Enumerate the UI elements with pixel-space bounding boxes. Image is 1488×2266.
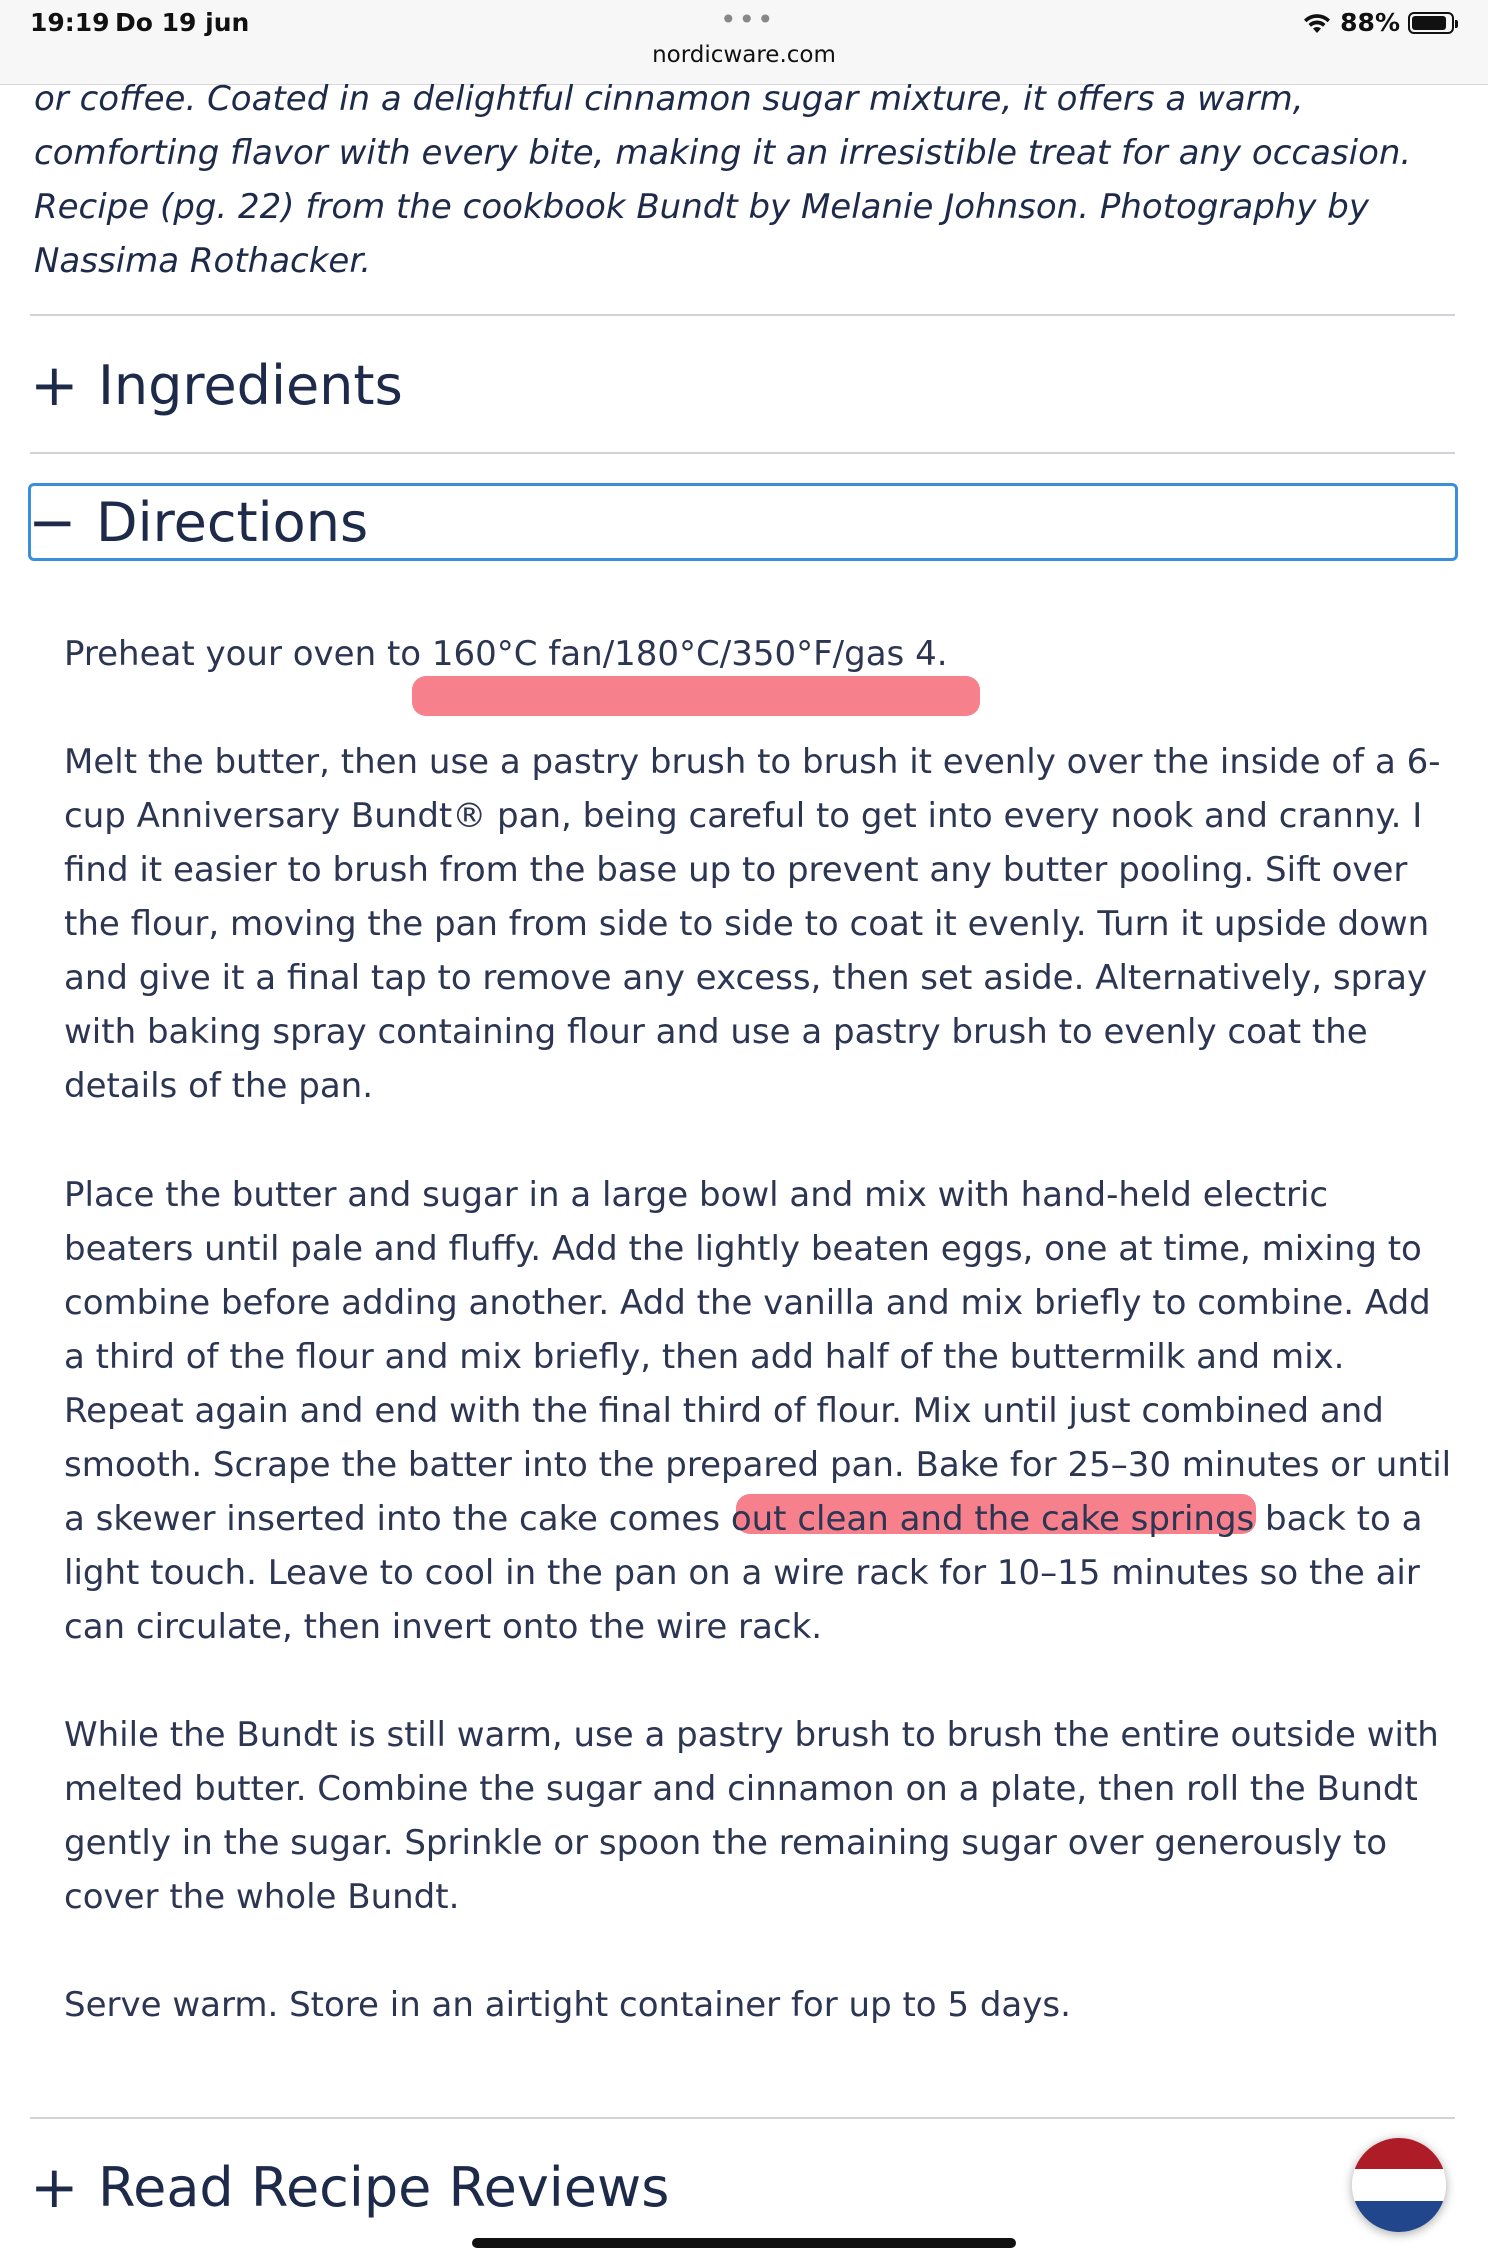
status-date: Do 19 jun	[115, 8, 250, 37]
direction-step: While the Bundt is still warm, use a pastry brush to brush the entire outside with melted butter. Combine the sugar and cinnamon on a plate, then roll the Bundt gently in the sugar. Sprinkle or spoon the remaining sugar over generously to cover the whole Bundt.	[64, 1715, 1439, 1917]
minus-icon: −	[28, 488, 77, 556]
ingredients-accordion-toggle[interactable]	[30, 350, 1455, 420]
plus-icon: +	[30, 351, 79, 419]
home-indicator[interactable]	[472, 2238, 1016, 2248]
reviews-accordion-toggle[interactable]	[30, 2152, 1455, 2222]
plus-icon: +	[30, 2153, 79, 2221]
direction-step: Preheat your oven to 160°C fan/180°C/350°F/gas 4.	[64, 634, 948, 674]
direction-step: Serve warm. Store in an airtight container for up to 5 days.	[64, 1985, 1071, 2025]
status-time: 19:19	[30, 8, 110, 37]
battery-percent: 88%	[1340, 8, 1400, 37]
recipe-intro-text: or coffee. Coated in a delightful cinnamon sugar mixture, it offers a warm, comforting flavor with every bite, making it an irresistible treat for any occasion. Recipe (pg. 22) from the cookbook Bundt by Melanie Johnson. Photography by Nassima Rothacker.	[34, 79, 1412, 281]
flag-stripe-blue	[1352, 2201, 1446, 2232]
directions-heading: Directions	[96, 490, 369, 554]
wifi-icon	[1302, 11, 1332, 35]
divider	[30, 452, 1455, 454]
flag-stripe-white	[1352, 2169, 1446, 2200]
language-flag-button[interactable]	[1352, 2138, 1446, 2232]
highlight-mark	[412, 676, 980, 716]
more-dots-icon[interactable]: •••	[720, 3, 776, 36]
status-indicators	[1302, 8, 1454, 37]
divider	[30, 314, 1455, 316]
direction-step: Melt the butter, then use a pastry brush to brush it evenly over the inside of a 6-cup Anniversary Bundt® pan, being careful to get into every nook and cranny. I find it easier to brush from the base up to prevent any butter pooling. Sift over the flour, moving the pan from side to side to coat it evenly. Turn it upside down and give it a final tap to remove any excess, then set aside. Alternatively, spray with baking spray containing flour and use a pastry brush to evenly coat the details of the pan.	[64, 742, 1441, 1106]
direction-step: Place the butter and sugar in a large bowl and mix with hand-held electric beaters until pale and fluffy. Add the lightly beaten eggs, one at time, mixing to combine before adding another. Add the vanilla and mix briefly to combine. Add a third of the flour and mix briefly, then add half of the buttermilk and mix. Repeat again and end with the final third of flour. Mix until just combined and smooth. Scrape the batter into the prepared pan. Bake for 25–30 minutes or until a skewer inserted into the cake comes out clean and the cake springs back to a light touch. Leave to cool in the pan on a wire rack for 10–15 minutes so the air can circulate, then invert onto the wire rack.	[64, 1175, 1452, 1647]
flag-stripe-red	[1352, 2138, 1446, 2169]
directions-accordion-toggle[interactable]	[28, 483, 1458, 561]
ingredients-heading: Ingredients	[98, 353, 403, 417]
divider	[30, 2117, 1455, 2119]
reviews-heading: Read Recipe Reviews	[98, 2155, 670, 2219]
address-bar-url[interactable]: nordicware.com	[652, 42, 836, 68]
battery-icon	[1408, 12, 1454, 34]
